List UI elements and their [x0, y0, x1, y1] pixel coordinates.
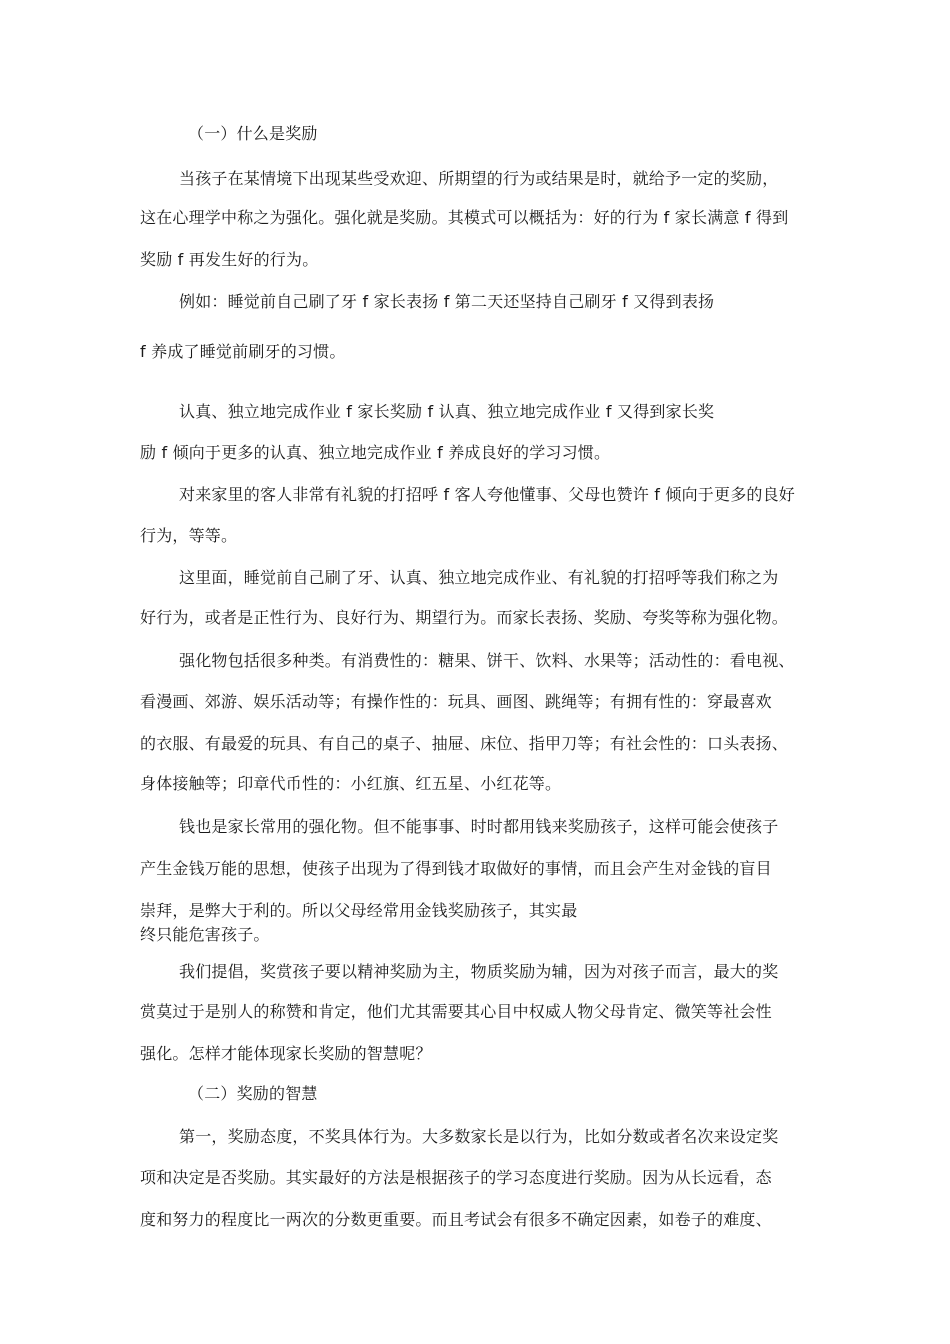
paragraph-line: 这里面，睡觉前自己刷了牙、认真、独立地完成作业、有礼貌的打招呼等我们称之为: [179, 568, 779, 587]
paragraph-line: 钱也是家长常用的强化物。但不能事事、时时都用钱来奖励孩子，这样可能会使孩子: [179, 817, 779, 836]
paragraph-line: 第一，奖励态度，不奖具体行为。大多数家长是以行为，比如分数或者名次来设定奖: [179, 1127, 779, 1146]
paragraph-line: 好行为，或者是正性行为、良好行为、期望行为。而家长表扬、奖励、夸奖等称为强化物。: [140, 608, 789, 627]
paragraph-line: 认真、独立地完成作业 f 家长奖励 f 认真、独立地完成作业 f 又得到家长奖: [179, 402, 715, 421]
paragraph-line: 产生金钱万能的思想，使孩子出现为了得到钱才取做好的事情，而且会产生对金钱的盲目: [140, 859, 772, 878]
paragraph-line: 这在心理学中称之为强化。强化就是奖励。其模式可以概括为：好的行为 f 家长满意 f 得到: [140, 208, 789, 227]
paragraph-line: 强化物包括很多种类。有消费性的：糖果、饼干、饮料、水果等；活动性的：看电视、: [179, 651, 795, 670]
paragraph-line: 的衣服、有最爱的玩具、有自己的桌子、抽屉、床位、指甲刀等；有社会性的：口头表扬、: [140, 734, 789, 753]
paragraph-line: 行为，等等。: [140, 526, 238, 545]
paragraph-line: 对来家里的客人非常有礼貌的打招呼 f 客人夸他懂事、父母也赞许 f 倾向于更多的良好: [179, 485, 796, 504]
paragraph-line: 看漫画、郊游、娱乐活动等；有操作性的：玩具、画图、跳绳等；有拥有性的：穿最喜欢: [140, 692, 772, 711]
paragraph-line: 身体接触等；印章代币性的：小红旗、红五星、小红花等。: [140, 774, 562, 793]
paragraph-line: 我们提倡，奖赏孩子要以精神奖励为主，物质奖励为辅，因为对孩子而言，最大的奖: [179, 962, 779, 981]
paragraph-line: 例如：睡觉前自己刷了牙 f 家长表扬 f 第二天还坚持自己刷牙 f 又得到表扬: [179, 292, 715, 311]
paragraph-line: 奖励 f 再发生好的行为。: [140, 250, 319, 269]
paragraph-line: f 养成了睡觉前刷牙的习惯。: [140, 342, 346, 361]
paragraph-line: 强化。怎样才能体现家长奖励的智慧呢？: [140, 1044, 432, 1063]
paragraph-line: 励 f 倾向于更多的认真、独立地完成作业 f 养成良好的学习习惯。: [140, 443, 611, 462]
section-heading-wisdom-of-reward: （二）奖励的智慧: [188, 1084, 318, 1103]
paragraph-line: 度和努力的程度比一两次的分数更重要。而且考试会有很多不确定因素，如卷子的难度、: [140, 1210, 772, 1229]
paragraph-line: 当孩子在某情境下出现某些受欢迎、所期望的行为或结果是时，就给予一定的奖励，: [179, 169, 779, 188]
paragraph-line: 赏莫过于是别人的称赞和肯定，他们尤其需要其心目中权威人物父母肯定、微笑等社会性: [140, 1002, 772, 1021]
paragraph-line: 项和决定是否奖励。其实最好的方法是根据孩子的学习态度进行奖励。因为从长远看，态: [140, 1168, 772, 1187]
paragraph-line: 终只能危害孩子。: [140, 925, 270, 944]
section-heading-what-is-reward: （一）什么是奖励: [188, 124, 318, 143]
paragraph-line: 崇拜，是弊大于利的。所以父母经常用金钱奖励孩子，其实最: [140, 901, 578, 920]
